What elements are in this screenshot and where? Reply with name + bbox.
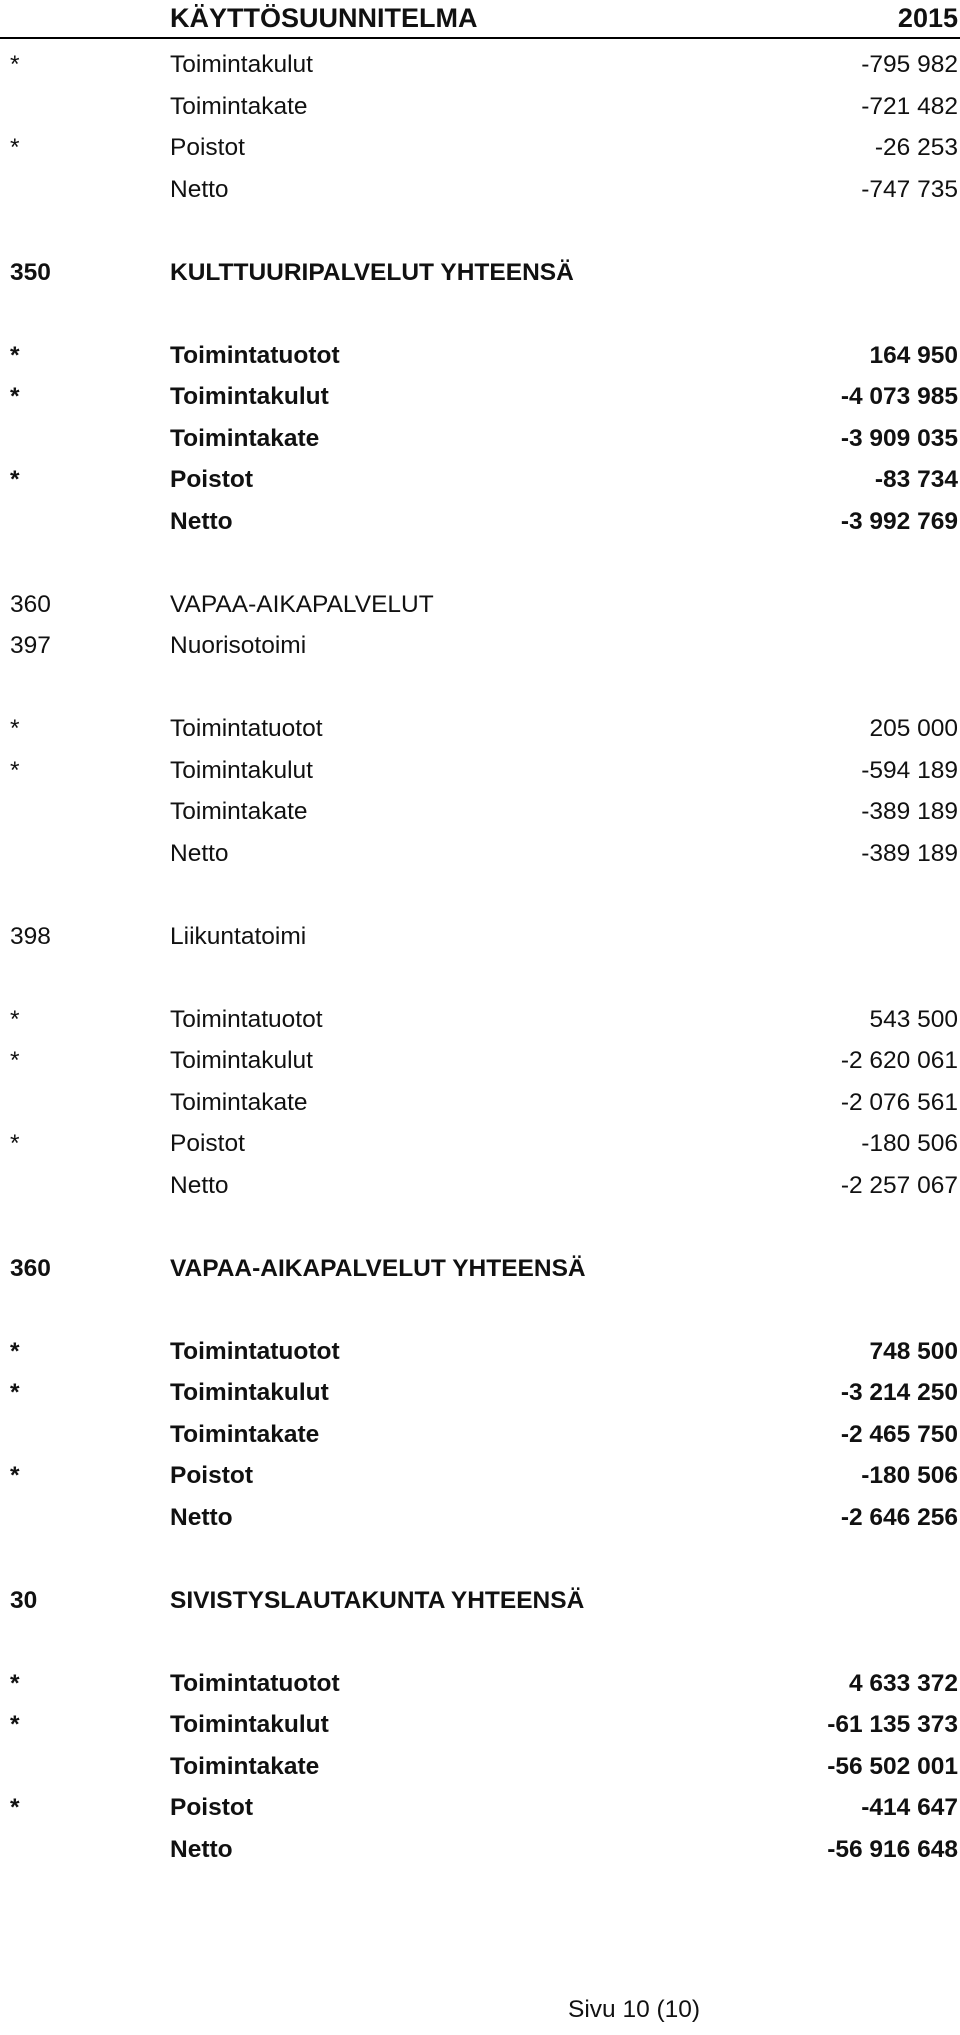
row-code: * [10, 383, 20, 410]
row-spacer [0, 1621, 960, 1663]
row-label: Toimintakate [170, 1752, 320, 1780]
table-row [0, 459, 960, 501]
row-label: KULTTUURIPALVELUT YHTEENSÄ [170, 258, 574, 286]
row-code: * [10, 1711, 20, 1738]
row-value: -389 189 [861, 798, 958, 825]
row-value: -2 646 256 [840, 1503, 958, 1531]
row-code: * [10, 466, 20, 493]
row-label: Netto [170, 507, 233, 535]
row-code: * [10, 1005, 20, 1033]
row-value: -2 620 061 [840, 1047, 958, 1074]
row-label: Netto [170, 1503, 233, 1531]
row-spacer [0, 1206, 960, 1248]
table-row [0, 127, 960, 169]
row-value: -4 073 985 [840, 383, 958, 410]
row-code: * [10, 341, 20, 369]
row-label: Nuorisotoimi [170, 632, 307, 659]
row-code: 30 [10, 1586, 38, 1614]
row-label: Netto [170, 1835, 233, 1863]
row-value: 4 633 372 [849, 1669, 958, 1697]
row-label: Poistot [170, 466, 254, 493]
row-label: Toimintakate [170, 92, 308, 120]
page-header [0, 0, 960, 36]
row-code: * [10, 51, 20, 78]
row-label: Poistot [170, 1462, 254, 1489]
row-label: Toimintatuotot [170, 715, 323, 742]
row-value: -414 647 [861, 1794, 958, 1821]
row-label: Netto [170, 839, 229, 867]
row-value: -56 502 001 [827, 1752, 958, 1780]
row-spacer [0, 542, 960, 584]
row-spacer [0, 1538, 960, 1580]
row-label: Toimintakulut [170, 756, 313, 784]
table-row [0, 501, 960, 543]
table-row [0, 169, 960, 211]
row-value: -56 916 648 [827, 1835, 958, 1863]
budget-table [0, 44, 960, 1870]
table-row [0, 1497, 960, 1539]
table-row [0, 1787, 960, 1829]
table-row [0, 1414, 960, 1456]
page-number: Sivu 10 (10) [568, 1996, 701, 2023]
table-row [0, 750, 960, 792]
row-value: -3 992 769 [840, 507, 958, 535]
row-code: 398 [10, 922, 51, 950]
row-spacer [0, 210, 960, 252]
row-value: 748 500 [869, 1337, 958, 1365]
row-value: -180 506 [861, 1462, 958, 1489]
row-code: 360 [10, 1254, 51, 1282]
row-code: 350 [10, 258, 51, 286]
table-row [0, 708, 960, 750]
row-code: * [10, 1047, 20, 1074]
row-label: Poistot [170, 1130, 245, 1157]
table-row [0, 1123, 960, 1165]
row-label: Toimintatuotot [170, 341, 340, 369]
row-code: * [10, 134, 20, 161]
row-code: 360 [10, 590, 51, 618]
table-row [0, 86, 960, 128]
row-label: Netto [170, 175, 229, 203]
table-row [0, 833, 960, 875]
table-row [0, 252, 960, 294]
row-value: -2 465 750 [840, 1420, 958, 1448]
row-label: Toimintakulut [170, 1379, 329, 1406]
row-label: Toimintatuotot [170, 1669, 340, 1697]
table-row [0, 1082, 960, 1124]
row-label: Toimintakulut [170, 383, 329, 410]
row-code: 397 [10, 632, 51, 659]
row-value: -795 982 [861, 51, 958, 78]
row-label: Toimintakate [170, 424, 320, 452]
table-row [0, 44, 960, 86]
table-row [0, 1455, 960, 1497]
row-value: -721 482 [861, 92, 958, 120]
row-label: Toimintakulut [170, 1711, 329, 1738]
table-row [0, 625, 960, 667]
row-value: -3 214 250 [840, 1379, 958, 1406]
row-spacer [0, 1289, 960, 1331]
row-value: 205 000 [869, 715, 958, 742]
table-row [0, 1165, 960, 1207]
table-row [0, 1829, 960, 1871]
row-code: * [10, 1130, 20, 1157]
row-spacer [0, 957, 960, 999]
row-value: 164 950 [869, 341, 958, 369]
row-label: Toimintakate [170, 798, 308, 825]
row-label: Toimintatuotot [170, 1337, 340, 1365]
row-label: VAPAA-AIKAPALVELUT YHTEENSÄ [170, 1254, 586, 1282]
row-label: VAPAA-AIKAPALVELUT [170, 590, 434, 618]
row-value: -2 257 067 [840, 1171, 958, 1199]
row-value: -26 253 [874, 134, 958, 161]
table-row [0, 1704, 960, 1746]
row-value: -2 076 561 [840, 1088, 958, 1116]
table-row [0, 584, 960, 626]
row-spacer [0, 293, 960, 335]
row-label: Poistot [170, 134, 245, 161]
row-code: * [10, 715, 20, 742]
row-value: 543 500 [869, 1005, 958, 1033]
row-code: * [10, 1794, 20, 1821]
row-value: -3 909 035 [840, 424, 958, 452]
row-code: * [10, 1379, 20, 1406]
table-row [0, 1746, 960, 1788]
row-label: Liikuntatoimi [170, 922, 307, 950]
row-value: -747 735 [861, 175, 958, 203]
header-rule [0, 37, 960, 39]
table-row [0, 418, 960, 460]
row-code: * [10, 1669, 20, 1697]
table-row [0, 1040, 960, 1082]
row-code: * [10, 1337, 20, 1365]
row-value: -389 189 [861, 839, 958, 867]
table-row [0, 335, 960, 377]
table-row [0, 1372, 960, 1414]
row-code: * [10, 1462, 20, 1489]
row-label: Toimintakulut [170, 1047, 313, 1074]
row-spacer [0, 667, 960, 709]
table-row [0, 1663, 960, 1705]
row-value: -61 135 373 [827, 1711, 958, 1738]
row-label: Netto [170, 1171, 229, 1199]
row-label: Toimintakulut [170, 51, 313, 78]
row-value: -594 189 [861, 756, 958, 784]
row-label: Toimintakate [170, 1088, 308, 1116]
row-code: * [10, 756, 20, 784]
table-row [0, 999, 960, 1041]
table-row [0, 791, 960, 833]
document-title: KÄYTTÖSUUNNITELMA [170, 3, 478, 33]
row-value: -83 734 [874, 466, 958, 493]
table-row [0, 376, 960, 418]
row-spacer [0, 874, 960, 916]
row-value: -180 506 [861, 1130, 958, 1157]
header-year: 2015 [897, 3, 958, 33]
row-label: SIVISTYSLAUTAKUNTA YHTEENSÄ [170, 1586, 585, 1614]
row-label: Poistot [170, 1794, 254, 1821]
table-row [0, 1331, 960, 1373]
table-row [0, 916, 960, 958]
table-row [0, 1248, 960, 1290]
table-row [0, 1580, 960, 1622]
row-label: Toimintatuotot [170, 1005, 323, 1033]
row-label: Toimintakate [170, 1420, 320, 1448]
